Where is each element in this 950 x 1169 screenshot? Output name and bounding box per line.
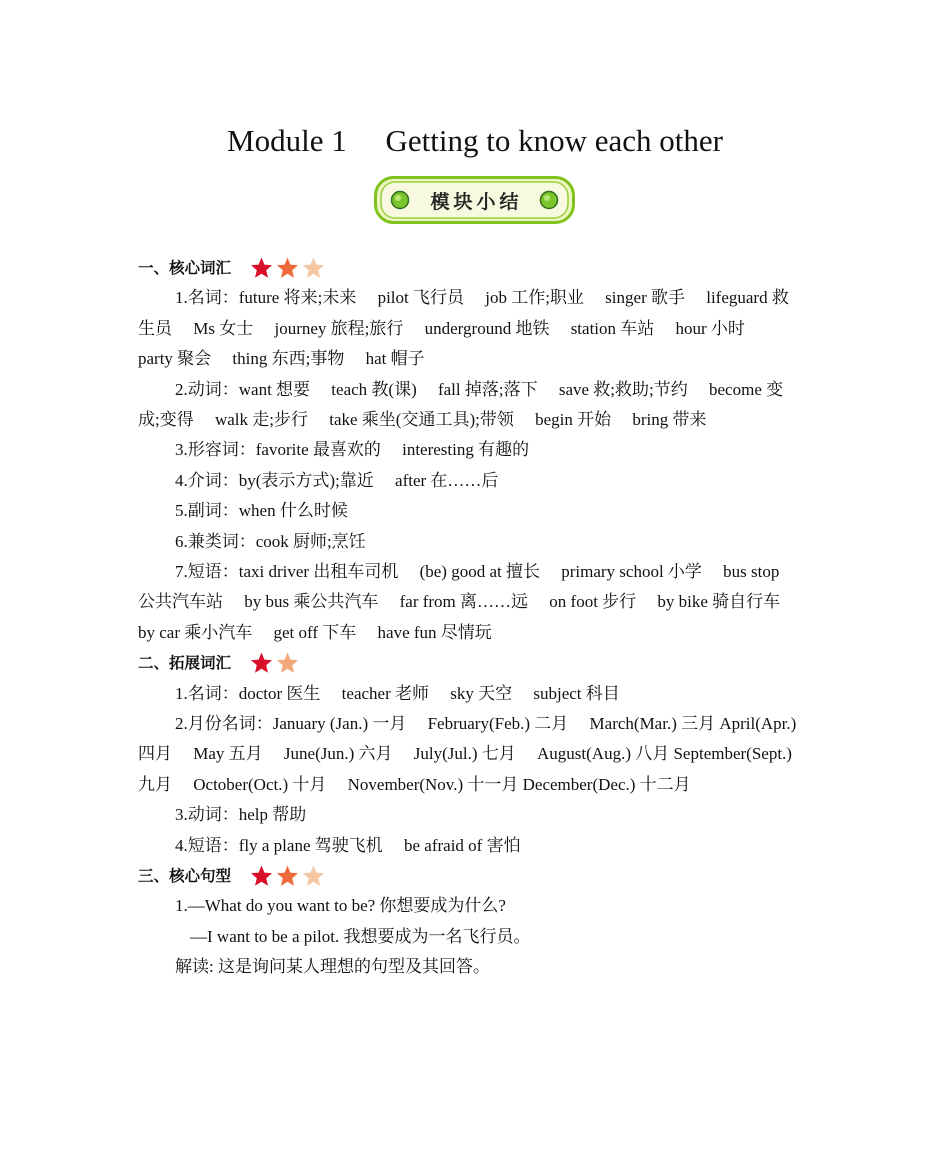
module-summary-badge (374, 176, 575, 224)
sentence-note: 解读: 这是询问某人理想的句型及其回答。 (175, 957, 490, 977)
paragraph-adverbs: 5.副词：when 什么时候 (175, 501, 348, 521)
section-heading-text: 二、拓展词汇 (138, 653, 232, 673)
badge-label: 模块小结 (430, 190, 523, 213)
summary-content (138, 253, 800, 983)
paragraph-phrases-extended: 4.短语：fly a plane 驾驶飞机 be afraid of 害怕 (175, 835, 521, 855)
importance-stars (249, 256, 326, 280)
star-orange-icon (275, 864, 300, 888)
star-orange-icon (275, 256, 300, 280)
importance-stars (249, 864, 326, 888)
paragraph-adjectives: 3.形容词：favorite 最喜欢的 interesting 有趣的 (175, 440, 530, 460)
star-red-icon (249, 651, 274, 675)
section-heading-extended-vocabulary (138, 648, 800, 678)
sentence-question: 1.—What do you want to be? 你想要成为什么? (175, 896, 506, 916)
page-title: Module 1 Getting to know each other (227, 123, 723, 158)
section-heading-core-sentences (138, 861, 800, 891)
paragraph-prepositions: 4.介词：by(表示方式);靠近 after 在……后 (175, 470, 499, 490)
sentence-answer: —I want to be a pilot. 我想要成为一名飞行员。 (190, 926, 531, 946)
paragraph-verbs-extended: 3.动词：help 帮助 (175, 805, 307, 825)
section-heading-text: 一、核心词汇 (138, 258, 232, 277)
section-heading-text: 三、核心句型 (138, 866, 232, 886)
star-red-icon (249, 864, 274, 888)
star-pale-icon (301, 864, 326, 888)
star-red-icon (249, 256, 274, 280)
paragraph-verbs: 2.动词：want 想要 teach 教(课) fall 掉落;落下 save 救;救助;节约 become 变成;变得 walk 走;步行 take 乘坐(交通工具);带领 begin 开始 bring 带来 (138, 379, 784, 430)
section-heading-core-vocabulary (138, 253, 800, 283)
paragraph-nouns-extended: 1.名词：doctor 医生 teacher 老师 sky 天空 subject 科目 (175, 683, 620, 703)
star-pale-icon (275, 651, 300, 675)
paragraph-months: 2.月份名词：January (Jan.) 一月 February(Feb.) 二月 March(Mar.) 三月 April(Apr.) 四月 May 五月 June(Jun.) 六月 July(Jul.) 七月 August(Aug.) 八月 September(Sept.) 九月 October(Oct.) 十月 November(Nov.) 十一月 December(Dec.) 十二月 (138, 714, 797, 794)
paragraph-phrases: 7.短语：taxi driver 出租车司机 (be) good at 擅长 primary school 小学 bus stop 公共汽车站 by bus 乘公共汽车 far from 离……远 on foot 步行 by bike 骑自行车 by car 乘小汽车 get off 下车 have fun 尽情玩 (138, 562, 798, 642)
paragraph-nouns: 1.名词：future 将来;未来 pilot 飞行员 job 工作;职业 singer 歌手 lifeguard 救生员 Ms 女士 journey 旅程;旅行 underground 地铁 station 车站 hour 小时 party 聚会 thing 东西;事物 hat 帽子 (138, 288, 789, 369)
importance-stars (249, 651, 300, 675)
star-pale-icon (301, 256, 326, 280)
paragraph-multi-class-words: 6.兼类词：cook 厨师;烹饪 (175, 531, 366, 551)
